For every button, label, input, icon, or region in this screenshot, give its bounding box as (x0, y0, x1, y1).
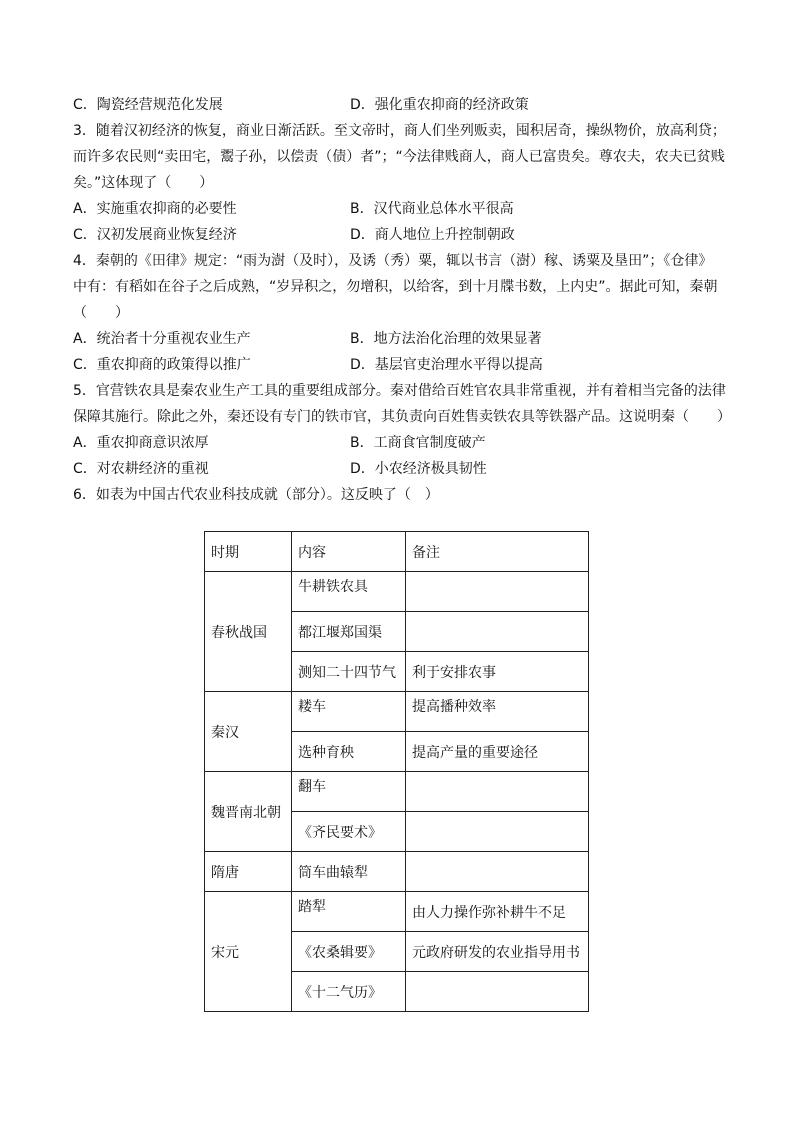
q4-stem-line3: （ ） (73, 305, 129, 321)
q6-stem: 6．如表为中国古代农业科技成就（部分）。这反映了（ ） (73, 487, 439, 503)
content-cell: 耧车 (292, 692, 406, 732)
q4-option-a: A．统治者十分重视农业生产 (73, 331, 251, 347)
q5-option-b: B．工商食官制度破产 (350, 435, 486, 451)
note-cell (406, 852, 589, 892)
q3-option-c: C．汉初发展商业恢复经济 (73, 227, 237, 243)
q3-options-row1 (73, 196, 733, 222)
q2-option-d: D．强化重农抑商的经济政策 (350, 97, 529, 113)
q5-option-c: C．对农耕经济的重视 (73, 461, 209, 477)
q2-options-row (73, 92, 733, 118)
period-cell: 隋唐 (205, 852, 292, 892)
table-row (205, 772, 589, 812)
period-cell: 魏晋南北朝 (205, 772, 292, 852)
note-cell: 元政府研发的农业指导用书 (406, 932, 589, 972)
content-cell: 翻车 (292, 772, 406, 812)
note-cell (406, 772, 589, 812)
q3-stem-line1: 3．随着汉初经济的恢复，商业日渐活跃。至文帝时，商人们坐列贩卖，囤积居奇，操纵物价，放高利贷； (73, 123, 726, 139)
table-row (205, 852, 589, 892)
content-cell: 选种育秧 (292, 732, 406, 772)
agri-tech-table (204, 531, 589, 1012)
q4-stem-line1: 4．秦朝的《田律》规定：“雨为澍（及时），及诱（秀）粟，辄以书言（澍）稼、诱粟及垦田”；《仓律》 (73, 253, 713, 269)
table-row (205, 892, 589, 932)
content-cell: 《十二气历》 (292, 972, 406, 1012)
period-cell: 春秋战国 (205, 572, 292, 692)
note-cell: 提高播种效率 (406, 692, 589, 732)
content-cell: 筒车曲辕犁 (292, 852, 406, 892)
note-cell (406, 972, 589, 1012)
q2-option-c: C．陶瓷经营规范化发展 (73, 97, 223, 113)
table-header-cell: 备注 (406, 532, 589, 572)
content-cell: 牛耕铁农具 (292, 572, 406, 612)
note-cell (406, 612, 589, 652)
q5-option-d: D．小农经济极具韧性 (350, 461, 487, 477)
q3-stem-line2: 而许多农民则“卖田宅，鬻子孙，以偿责（债）者”；“今法律贱商人，商人已富贵矣。尊农夫，农夫已贫贱 (73, 149, 725, 165)
q4-option-c: C．重农抑商的政策得以推广 (73, 357, 251, 373)
q5-options-row2 (73, 456, 733, 482)
content-cell: 踏犁 (292, 892, 406, 932)
note-cell: 由人力操作弥补耕牛不足 (406, 892, 589, 932)
q3-options-row2 (73, 222, 733, 248)
q3-stem-line3: 矣。”这体现了（ ） (73, 175, 214, 191)
q5-options-row1 (73, 430, 733, 456)
q4-options-row1 (73, 326, 733, 352)
q3-option-d: D．商人地位上升控制朝政 (350, 227, 515, 243)
table-header-row (205, 532, 589, 572)
table-header-cell: 内容 (292, 532, 406, 572)
q4-option-b: B．地方法治化治理的效果显著 (350, 331, 542, 347)
content-cell: 《齐民要术》 (292, 812, 406, 852)
q3-option-b: B．汉代商业总体水平很高 (350, 201, 514, 217)
table-row (205, 572, 589, 612)
note-cell (406, 572, 589, 612)
table-row (205, 692, 589, 732)
period-cell: 宋元 (205, 892, 292, 1012)
content-cell: 测知二十四节气 (292, 652, 406, 692)
q4-stem-line2: 中有：有稻如在谷子之后成熟，“岁异积之，勿增积，以给客，到十月牒书数，上内史”。据此可知，秦朝 (73, 279, 718, 295)
table-header-cell: 时期 (205, 532, 292, 572)
q3-option-a: A．实施重农抑商的必要性 (73, 201, 237, 217)
period-cell: 秦汉 (205, 692, 292, 772)
exam-page (73, 92, 733, 508)
q5-stem-line2: 保障其施行。除此之外，秦还设有专门的铁市官，其负责向百姓售卖铁农具等铁器产品。这说明秦（ ） (73, 409, 731, 425)
q4-option-d: D．基层官吏治理水平得以提高 (350, 357, 543, 373)
note-cell (406, 812, 589, 852)
content-cell: 都江堰郑国渠 (292, 612, 406, 652)
q4-options-row2 (73, 352, 733, 378)
q5-option-a: A．重农抑商意识浓厚 (73, 435, 209, 451)
q5-stem-line1: 5．官营铁农具是秦农业生产工具的重要组成部分。秦对借给百姓官农具非常重视，并有着相当完备的法律 (73, 383, 726, 399)
note-cell: 提高产量的重要途径 (406, 732, 589, 772)
content-cell: 《农桑辑要》 (292, 932, 406, 972)
note-cell: 利于安排农事 (406, 652, 589, 692)
